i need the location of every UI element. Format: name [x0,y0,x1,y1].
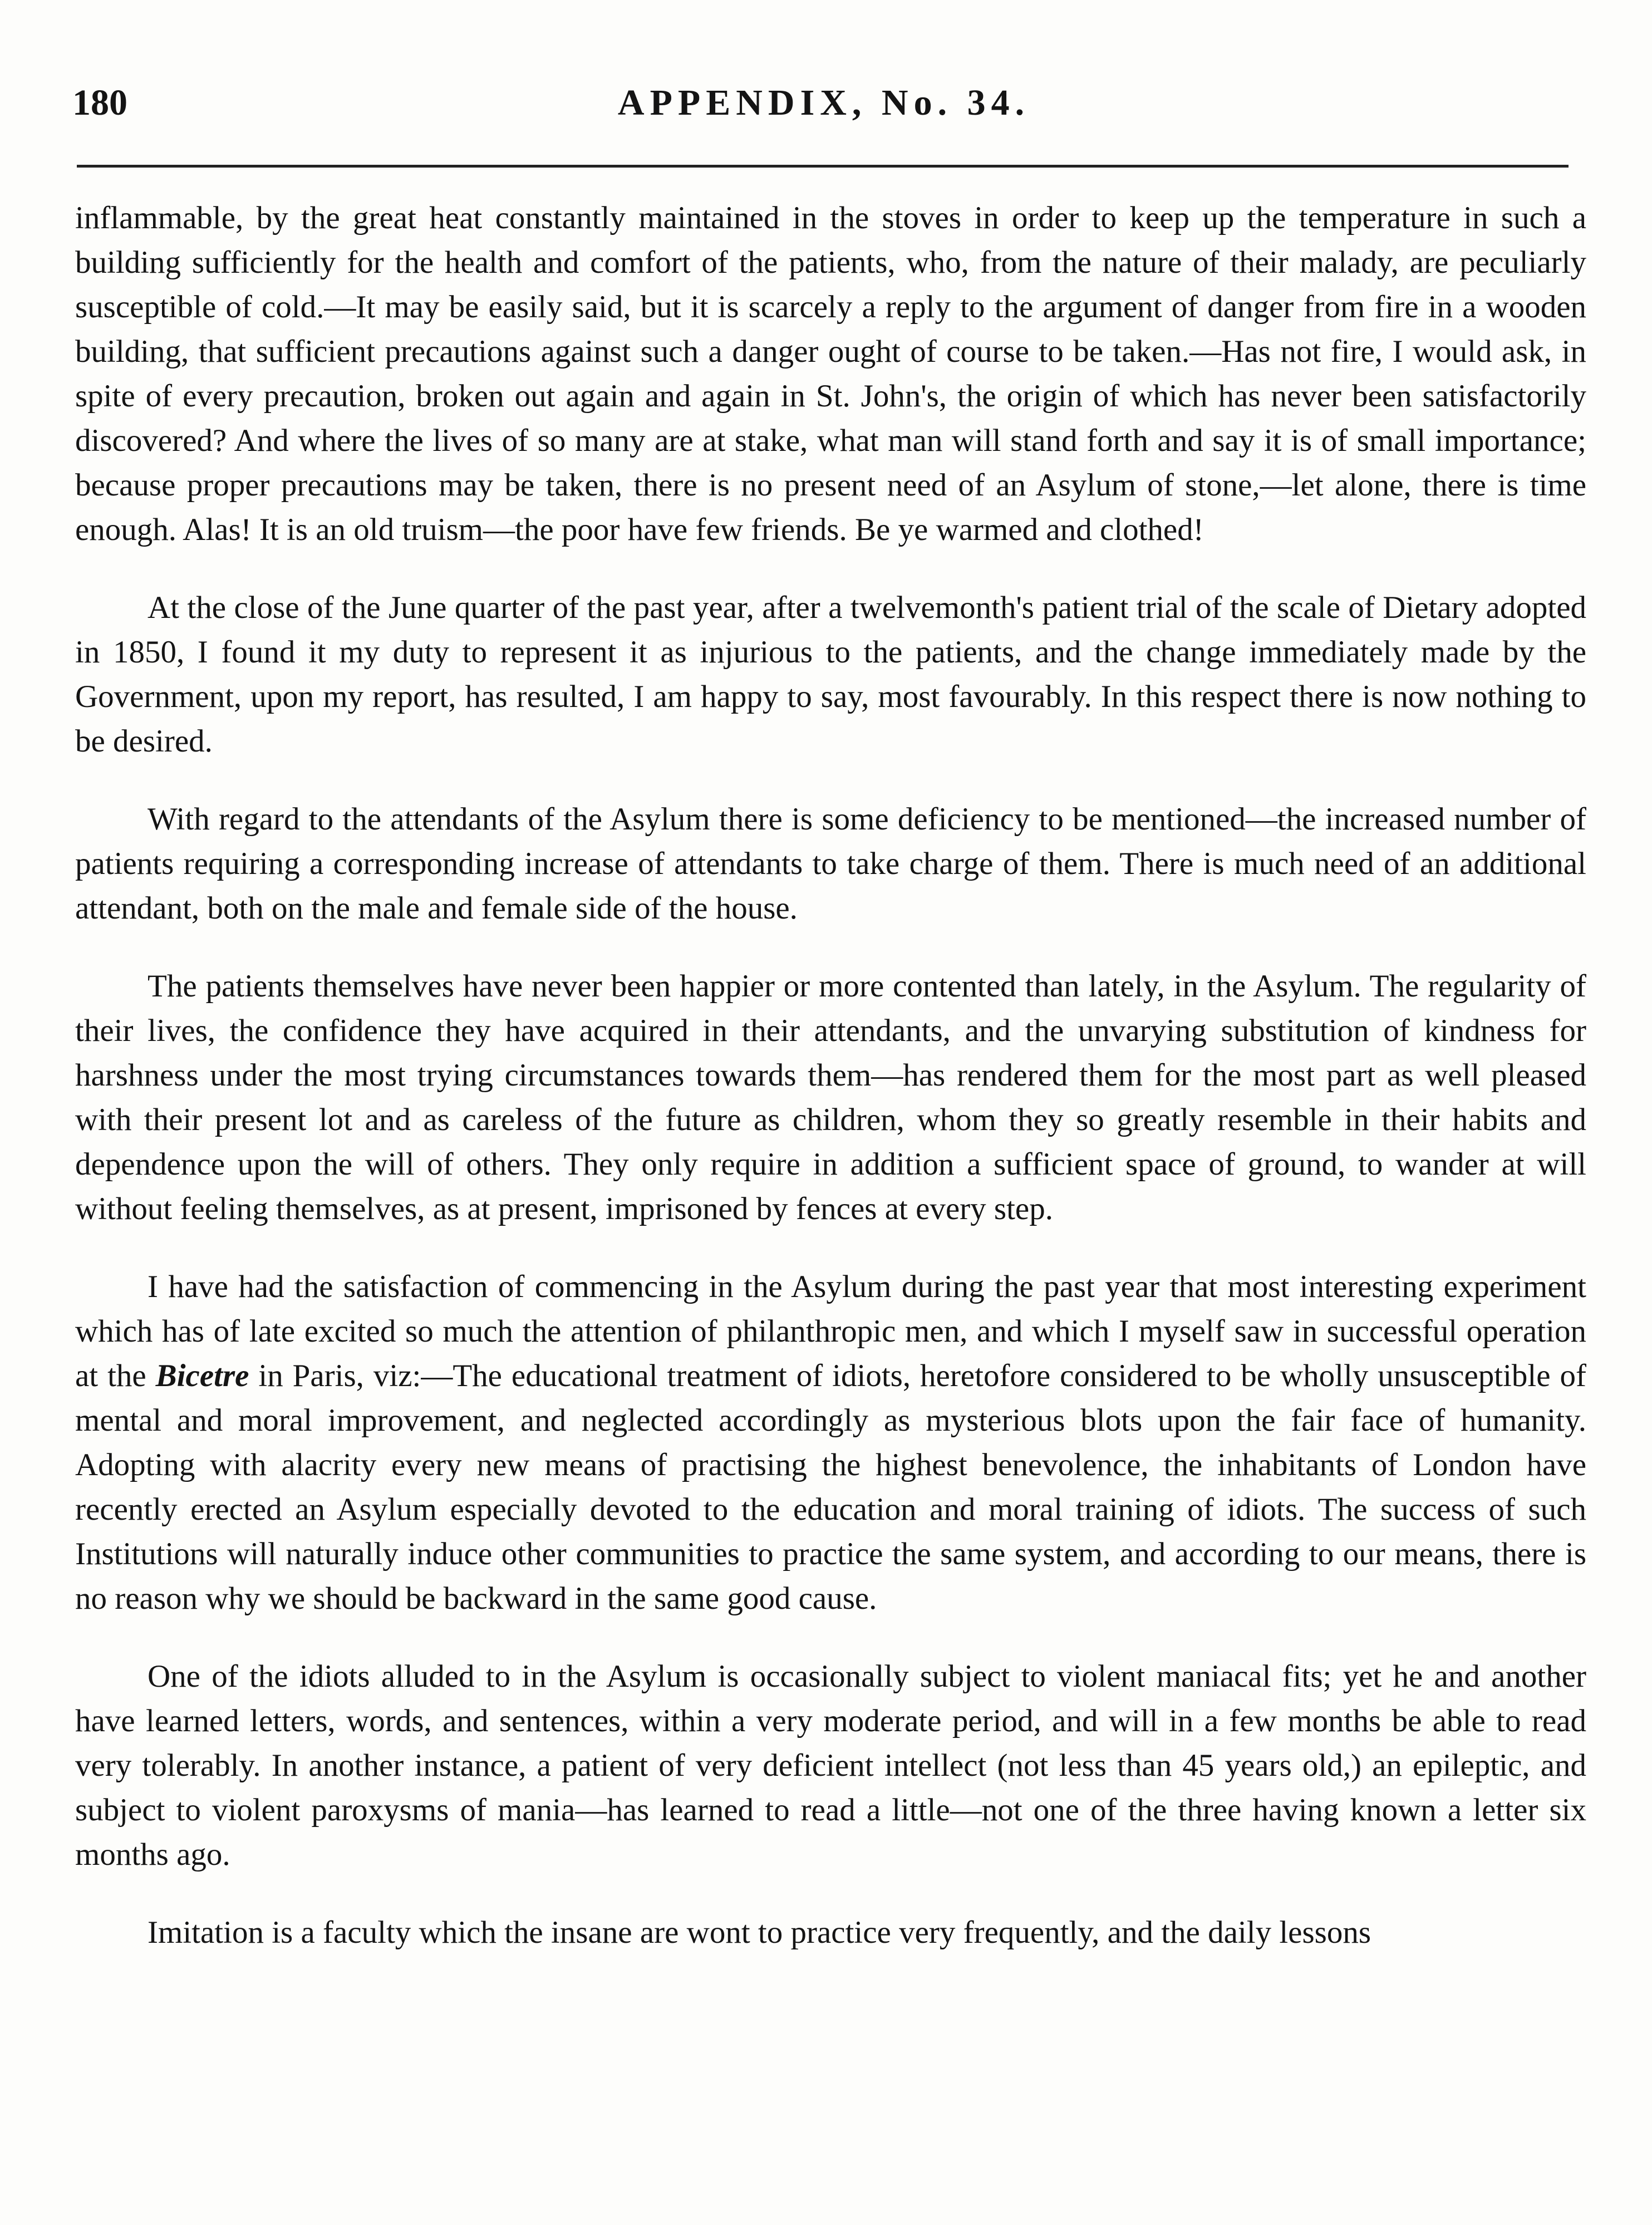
paragraph-attendants: With regard to the attendants of the Asylum there is some deficiency to be mentioned—the increased number of patients requiring a corresponding increase of attendants to take charge of them. There is much need of an additional attendant, both on the male and female side of the house. [75,802,1586,926]
header-rule [77,165,1569,168]
paragraph-dietary: At the close of the June quarter of the past year, after a twelvemonth's patient trial of the scale of Dietary adopted in 1850, I found it my duty to represent it as injurious to the patients, and the change immediately made by the Government, upon my report, has resulted, I am happy to say, most favourably. In this respect there is now nothing to be desired. [75,590,1586,759]
paragraph-idiot-education [75,1265,1586,1621]
paragraph-text-before: I have had the satisfaction of commencing in the Asylum during the past year that most interesting experiment which has of late excited so much the attention of philanthropic men, and which I myself saw in successful operation at the [75,1269,1586,1393]
paragraph-text-after: in Paris, viz:—The educational treatment of idiots, heretofore considered to be wholly unsusceptible of mental and moral improvement, and neglected accordingly as mysterious blots upon the fair face of humanity. Adopting with alacrity every new means of practising the highest benevolence, the inhabitants of London have recently erected an Asylum especially devoted to the education and moral training of idiots. The success of such Institutions will naturally induce other communities to practice the same system, and according to our means, there is no reason why we should be backward in the same good cause. [75,1358,1586,1616]
body-text [75,196,1586,1988]
paragraph-imitation: Imitation is a faculty which the insane are wont to practice very frequently, and the daily lessons [148,1915,1371,1950]
page-number: 180 [72,82,127,123]
page-header [72,78,1575,128]
running-head: APPENDIX, No. 34. [617,82,1030,123]
paragraph-idiot-progress: One of the idiots alluded to in the Asylum is occasionally subject to violent maniacal fits; yet he and another have learned letters, words, and sentences, within a very moderate period, and will in a few months be able to read very tolerably. In another instance, a patient of very deficient intellect (not less than 45 years old,) an epileptic, and subject to violent paroxysms of mania—has learned to read a little—not one of the three having known a letter six months ago. [75,1659,1586,1872]
paragraph-patients: The patients themselves have never been happier or more contented than lately, in the Asylum. The regularity of their lives, the confidence they have acquired in their attendants, and the unvarying substitution of kindness for harshness under the most trying circumstances towards them—has rendered them for the most part as well pleased with their present lot and as careless of the future as children, whom they so greatly resemble in their habits and dependence upon the will of others. They only require in addition a sufficient space of ground, to wander at will without feeling themselves, as at present, imprisoned by fences at every step. [75,969,1586,1226]
paragraph-continuation: inflammable, by the great heat constantly maintained in the stoves in order to keep up the temperature in such a building sufficiently for the health and comfort of the patients, who, from the nature of their malady, are peculiarly susceptible of cold.—It may be easily said, but it is scarcely a reply to the argument of danger from fire in a wooden building, that sufficient precautions against such a danger ought of course to be taken.—Has not fire, I would ask, in spite of every precaution, broken out again and again in St. John's, the origin of which has never been satisfactorily discovered? And where the lives of so many are at stake, what man will stand forth and say it is of small importance; because proper precautions may be taken, there is no present need of an Asylum of stone,—let alone, there is time enough. Alas! It is an old truism—the poor have few friends. Be ye warmed and clothed! [75,200,1586,547]
emphasized-place-name: Bicetre [155,1358,249,1393]
